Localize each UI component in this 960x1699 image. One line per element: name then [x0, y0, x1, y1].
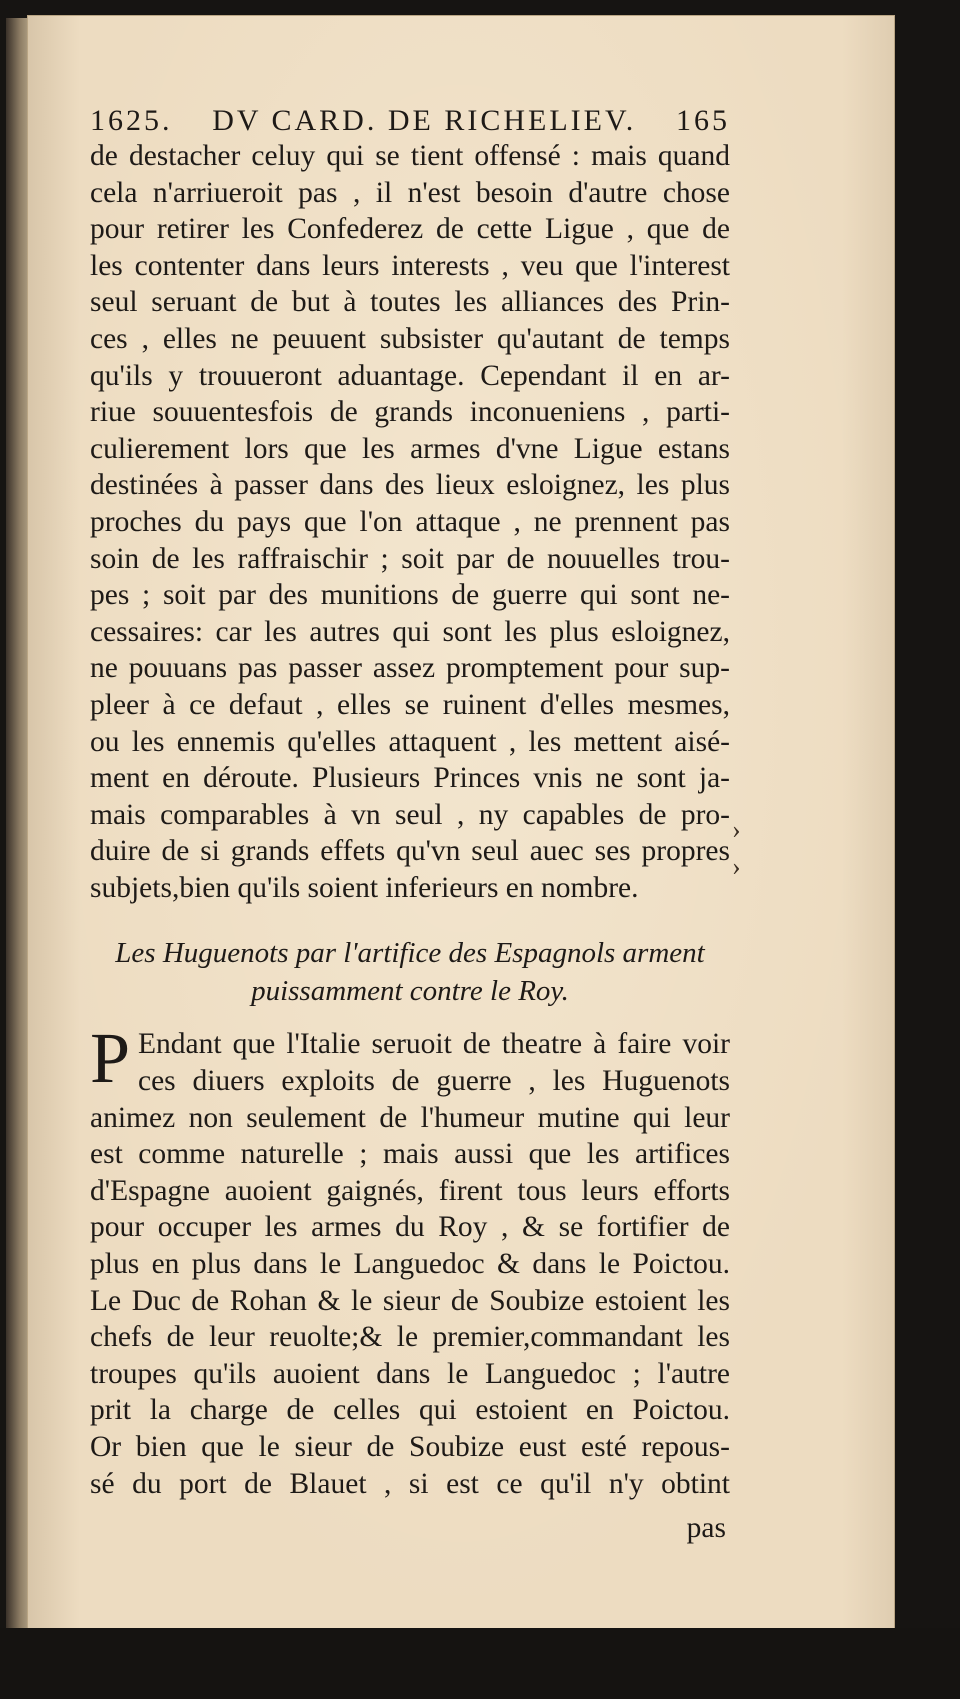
text-line: sé du port de Blauet , si est ce qu'il n'y obtint — [90, 1467, 730, 1500]
text-line: chefs de leur reuolte;& le premier,commandant les — [90, 1321, 730, 1354]
text-line: d'Espagne auoient gaignés, firent tous leurs efforts — [90, 1174, 730, 1207]
text-line: destinées à passer dans des lieux esloignez, les plus — [90, 469, 730, 502]
text-line: cessaires: car les autres qui sont les plus esloignez, — [90, 615, 730, 648]
text-line: cela n'arriueroit pas , il n'est besoin d'autre chose — [90, 176, 730, 209]
text-line: qu'ils y trouueront aduantage. Cependant il en ar- — [90, 359, 730, 392]
text-line: plus en plus dans le Languedoc & dans le Poictou. — [90, 1248, 730, 1281]
text-line: ces diuers exploits de guerre , les Huguenots — [138, 1065, 730, 1098]
section-title-line: puissamment contre le Roy. — [251, 975, 569, 1008]
text-line: est comme naturelle ; mais aussi que les artifices — [90, 1138, 730, 1171]
text-line: troupes qu'ils auoient dans le Languedoc ; l'autre — [90, 1357, 730, 1390]
header-page-number: 165 — [675, 104, 730, 137]
margin-mark: › — [732, 851, 741, 881]
first-line-text: Endant que l'Italie seruoit de theatre à faire voir — [138, 1028, 730, 1061]
paragraph-2-body — [90, 1063, 730, 1502]
text-line: ment en déroute. Plusieurs Princes vnis ne sont ja- — [90, 762, 730, 795]
text-line: Or bien que le sieur de Soubize eust esté repous- — [90, 1431, 730, 1463]
section-title — [90, 934, 730, 1010]
section-title-line: Les Huguenots par l'artifice des Espagnols arment — [115, 937, 705, 970]
book-page — [28, 16, 894, 1628]
text-line: Le Duc de Rohan & le sieur de Soubize estoient les — [90, 1284, 730, 1317]
text-line: pour retirer les Confederez de cette Ligue , que de — [90, 213, 730, 246]
margin-marks — [732, 812, 752, 885]
header-year: 1625. — [90, 104, 173, 137]
text-line: duire de si grands effets qu'vn seul auec ses propres — [90, 835, 730, 868]
text-line: ou les ennemis qu'elles attaquent , les mettent aisé- — [90, 725, 730, 758]
text-line: ces , elles ne peuuent subsister qu'autant de temps — [90, 322, 730, 355]
text-line: soin de les raffraischir ; soit par de nouuelles trou- — [90, 542, 730, 575]
running-header — [90, 104, 730, 138]
text-line: pour occuper les armes du Roy , & se fortifier de — [90, 1211, 730, 1244]
header-running-title: DV CARD. DE RICHELIEV. — [212, 104, 637, 137]
text-line: les contenter dans leurs interests , veu que l'interest — [90, 249, 730, 282]
text-line: pleer à ce defaut , elles se ruinent d'elles mesmes, — [90, 688, 730, 721]
paragraph-1 — [90, 138, 730, 906]
paragraph-2 — [90, 1018, 730, 1502]
text-line: ne pouuans pas passer assez promptement pour sup- — [90, 652, 730, 685]
text-line: riue souuentesfois de grands inconueniens , parti- — [90, 396, 730, 429]
page-text — [90, 104, 730, 1546]
text-line: culierement lors que les armes d'vne Ligue estans — [90, 432, 730, 465]
text-line: de destacher celuy qui se tient offensé : mais quand — [90, 140, 730, 172]
margin-mark: › — [732, 815, 741, 844]
text-line: subjets,bien qu'ils soient inferieurs en nombre. — [90, 871, 639, 904]
text-line: animez non seulement de l'humeur mutine qui leur — [90, 1101, 730, 1134]
text-line: prit la charge de celles qui estoient en Poictou. — [90, 1394, 730, 1427]
catchword: pas — [686, 1512, 726, 1545]
bottom-shadow — [0, 1628, 960, 1699]
text-line: pes ; soit par des munitions de guerre qui sont ne- — [90, 579, 730, 612]
text-line: seul seruant de but à toutes les alliances des Prin- — [90, 286, 730, 319]
drop-initial: P — [90, 1018, 131, 1099]
text-line: mais comparables à vn seul , ny capables de pro- — [90, 798, 730, 831]
text-line: proches du pays que l'on attaque , ne prennent pas — [90, 505, 730, 538]
